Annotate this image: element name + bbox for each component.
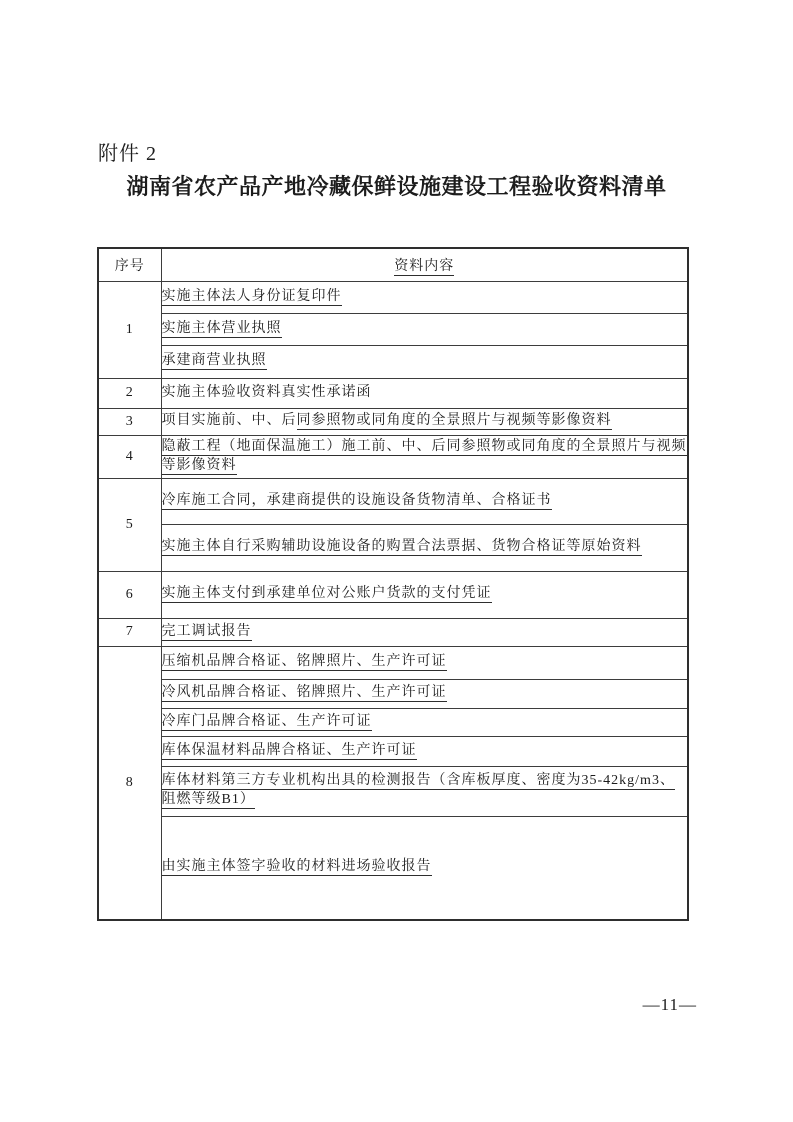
table-cell [161, 766, 688, 816]
table-row [98, 313, 688, 345]
header-content-label: 资料内容 [394, 258, 455, 274]
table-cell [161, 646, 688, 679]
table-row [98, 679, 688, 708]
table-row [98, 408, 688, 435]
header-cell-content [161, 248, 688, 281]
table-row [98, 766, 688, 816]
table-cell [161, 408, 688, 435]
row-number: 5 [98, 478, 161, 571]
table-row [98, 571, 688, 618]
table-cell [161, 313, 688, 345]
table-row [98, 345, 688, 378]
table-cell [161, 281, 688, 313]
table-cell [161, 345, 688, 378]
table-row [98, 618, 688, 646]
attachment-label: 附件 2 [98, 143, 157, 165]
cell-text-underlined: 冷库施工合同，承建商提供的设施设备货物清单、合格证书 [161, 492, 552, 508]
cell-text-underlined: 冷库门品牌合格证、生产许可证 [161, 713, 372, 729]
cell-text-underlined: 冷风机品牌合格证、铭牌照片、生产许可证 [161, 685, 447, 701]
cell-text-underlined: 同参照物或同角度的全景照片与视频等影像资料 [296, 413, 612, 429]
cell-text-underlined: 实施主体法人身份证复印件 [161, 288, 342, 304]
table-cell [161, 524, 688, 571]
row-number: 3 [98, 408, 161, 435]
table-cell [161, 816, 688, 920]
table-row [98, 816, 688, 920]
cell-text-plain: 项目实施前、中、后 [161, 413, 297, 429]
table-cell [161, 435, 688, 478]
table-row [98, 478, 688, 524]
cell-text-underlined: 承建商营业执照 [161, 353, 267, 369]
table-cell [161, 708, 688, 736]
cell-text-underlined: 压缩机品牌合格证、铭牌照片、生产许可证 [161, 654, 447, 670]
header-cell-no: 序号 [98, 248, 161, 281]
table-cell [161, 679, 688, 708]
row-number: 4 [98, 435, 161, 478]
table-row [98, 708, 688, 736]
materials-table [97, 247, 689, 921]
row-number: 6 [98, 571, 161, 618]
row-number: 7 [98, 618, 161, 646]
table-cell [161, 618, 688, 646]
page-title: 湖南省农产品产地冷藏保鲜设施建设工程验收资料清单 [126, 174, 667, 199]
cell-text-underlined: 实施主体支付到承建单位对公账户货款的支付凭证 [161, 586, 492, 602]
cell-text-underlined: 库体保温材料品牌合格证、生产许可证 [161, 742, 417, 758]
table-row [98, 435, 688, 478]
cell-text-underlined: 隐蔽工程（地面保温施工）施工前、中、后同参照物或同角度的全景照片与视频等影像资料 [161, 438, 687, 473]
row-number: 1 [98, 281, 161, 378]
cell-text-underlined: 实施主体营业执照 [161, 320, 282, 336]
table-cell [161, 478, 688, 524]
table-row [98, 524, 688, 571]
table-row [98, 281, 688, 313]
table-row [98, 736, 688, 766]
table-cell [161, 378, 688, 408]
cell-text-underlined: 由实施主体签字验收的材料进场验收报告 [161, 859, 432, 875]
row-number: 2 [98, 378, 161, 408]
table-cell [161, 736, 688, 766]
table-row [98, 378, 688, 408]
cell-text-underlined: 实施主体自行采购辅助设施设备的购置合法票据、货物合格证等原始资料 [161, 539, 642, 555]
cell-text-underlined: 库体材料第三方专业机构出具的检测报告（含库板厚度、密度为35-42kg/m3、阻燃等级B1） [161, 773, 675, 807]
cell-text-underlined: 完工调试报告 [161, 623, 252, 639]
page-number: —11— [642, 995, 697, 1014]
table-cell [161, 571, 688, 618]
table-row [98, 646, 688, 679]
table-header-row [98, 248, 688, 281]
row-number: 8 [98, 646, 161, 920]
cell-text-plain: 实施主体验收资料真实性承诺函 [161, 384, 372, 400]
